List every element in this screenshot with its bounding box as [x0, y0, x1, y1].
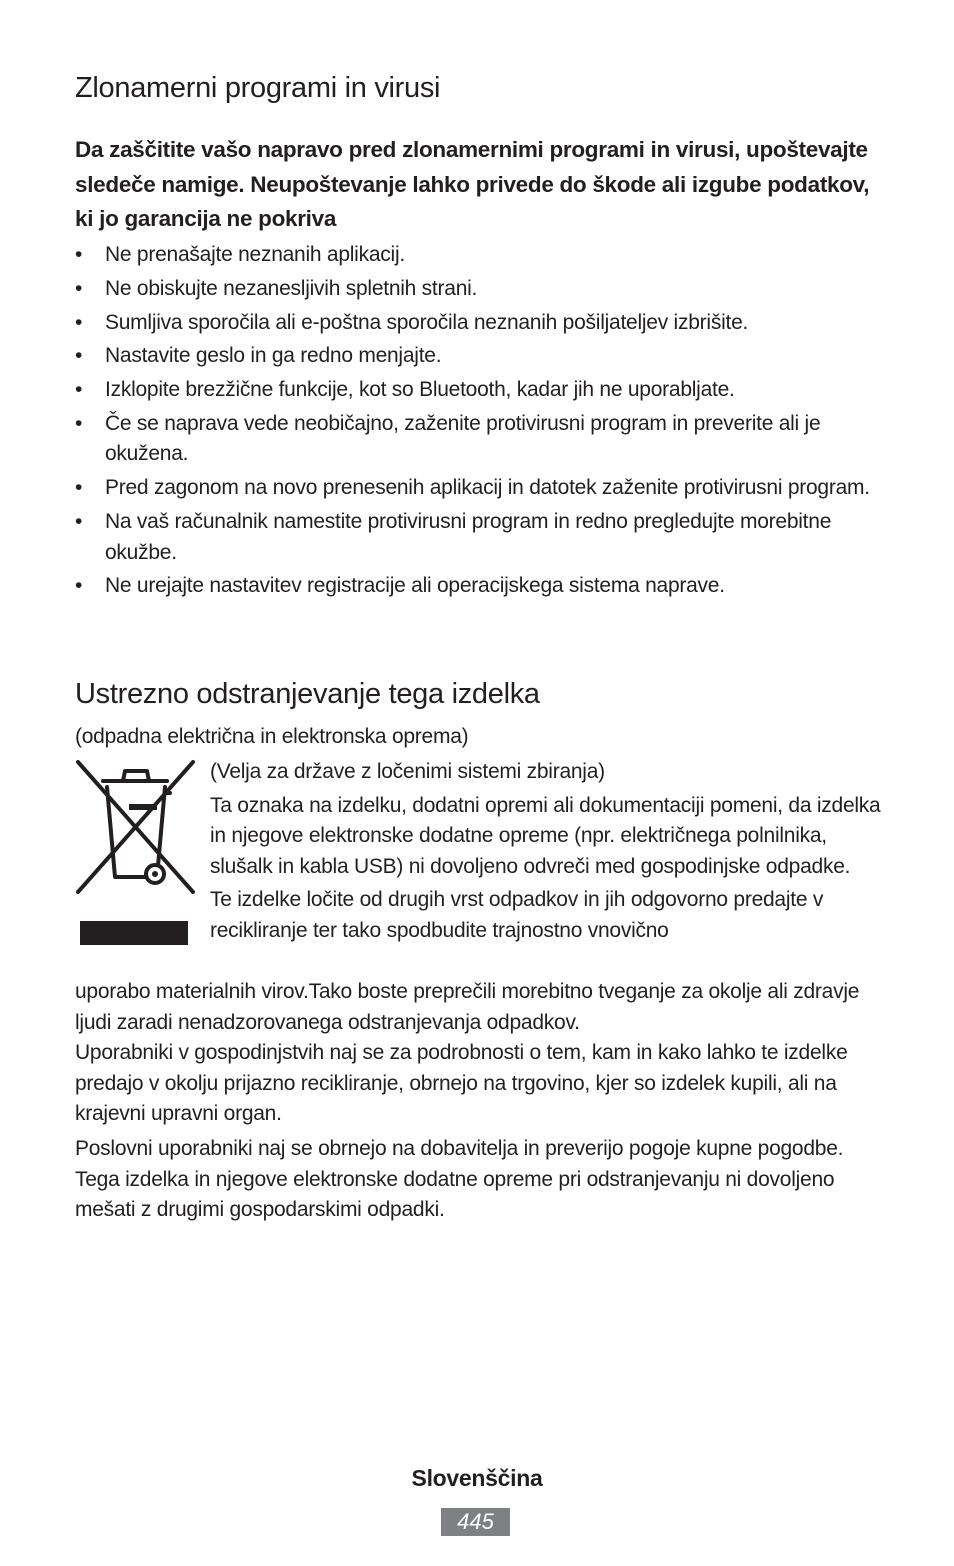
malware-intro: Da zaščitite vašo napravo pred zlonamernimi programi in virusi, upoštevajte sledeče namige. Neupoštevanje lahko privede do škode ali izgube podatkov, ki jo garancija ne pokriva — [75, 137, 870, 231]
household-users-text: Uporabniki v gospodinjstvih naj se za podrobnosti o tem, kam in kako lahko te izdelke predajo v okolju prijazno recikliranje, obrnejo na trgovino, kjer so izdelek kupili, ali na krajevni upravni organ. — [75, 1041, 848, 1125]
crossed-out-wheelie-bin-icon — [75, 757, 197, 897]
tip-text: Če se naprava vede neobičajno, zaženite protivirusni program in preverite ali je okužena. — [105, 411, 821, 466]
black-bar — [80, 921, 188, 945]
bullet-icon: • — [75, 510, 83, 534]
footer-language: Slovenščina — [411, 1465, 543, 1491]
tip-text: Pred zagonom na novo prenesenih aplikacij in datotek zaženite protivirusni program. — [105, 476, 870, 500]
section-heading-malware: Zlonamerni programi in virusi — [75, 72, 441, 104]
list-item — [75, 274, 885, 305]
list-item — [75, 571, 885, 602]
bullet-icon: • — [75, 476, 83, 500]
section-heading-disposal: Ustrezno odstranjevanje tega izdelka — [75, 678, 540, 710]
bullet-icon: • — [75, 276, 83, 300]
disposal-subtitle: (odpadna električna in elektronska oprema) — [75, 725, 469, 748]
tip-text: Izklopite brezžične funkcije, kot so Bluetooth, kadar jih ne uporabljate. — [105, 378, 735, 402]
page-number: 445 — [441, 1508, 510, 1536]
tip-text: Nastavite geslo in ga redno menjajte. — [105, 344, 442, 368]
marking-text: Ta oznaka na izdelku, dodatni opremi ali dokumentaciji pomeni, da izdelka in njegove elektronske dodatne opreme (npr. električnega polnilnika, slušalk in kabla USB) ni dovoljeno odvreči med gospodinjske odpadke. — [210, 793, 881, 878]
separate-text-continued: uporabo materialnih virov.Tako boste preprečili morebitno tveganje za okolje ali zdravje ljudi zaradi nenadzorovanega odstranjevanja odpadkov. — [75, 980, 860, 1034]
list-item — [75, 473, 885, 504]
bullet-icon: • — [75, 344, 83, 368]
list-item — [75, 308, 885, 339]
malware-tips-list — [75, 240, 885, 605]
list-item — [75, 409, 885, 470]
separate-text: Te izdelke ločite od drugih vrst odpadkov in jih odgovorno predajte v recikliranje ter tako spodbudite trajnostno vnovično — [210, 888, 824, 942]
bullet-icon: • — [75, 243, 83, 266]
list-item — [75, 341, 885, 372]
list-item — [75, 240, 885, 271]
tip-text: Ne urejajte nastavitev registracije ali operacijskega sistema naprave. — [105, 574, 725, 598]
applies-to-text: (Velja za države z ločenimi sistemi zbiranja) — [210, 760, 605, 783]
tip-text: Ne obiskujte nezanesljivih spletnih strani. — [105, 276, 478, 300]
tip-text: Sumljiva sporočila ali e-poštna sporočila neznanih pošiljateljev izbrišite. — [105, 310, 749, 334]
business-users-text: Poslovni uporabniki naj se obrnejo na dobavitelja in preverijo pogoje kupne pogodbe. Tega izdelka in njegove elektronske dodatne opreme pri odstranjevanju ni dovoljeno mešati z drugimi gospodarskimi odpadki. — [75, 1137, 844, 1221]
list-item — [75, 375, 885, 406]
tip-text: Na vaš računalnik namestite protivirusni program in redno pregledujte morebitne okužbe. — [105, 510, 832, 564]
weee-text — [210, 757, 886, 946]
bullet-icon: • — [75, 310, 83, 334]
bullet-icon: • — [75, 574, 83, 598]
bullet-icon: • — [75, 411, 83, 435]
tip-text: Ne prenašajte neznanih aplikacij. — [105, 243, 405, 266]
list-item — [75, 507, 885, 568]
bullet-icon: • — [75, 378, 83, 402]
